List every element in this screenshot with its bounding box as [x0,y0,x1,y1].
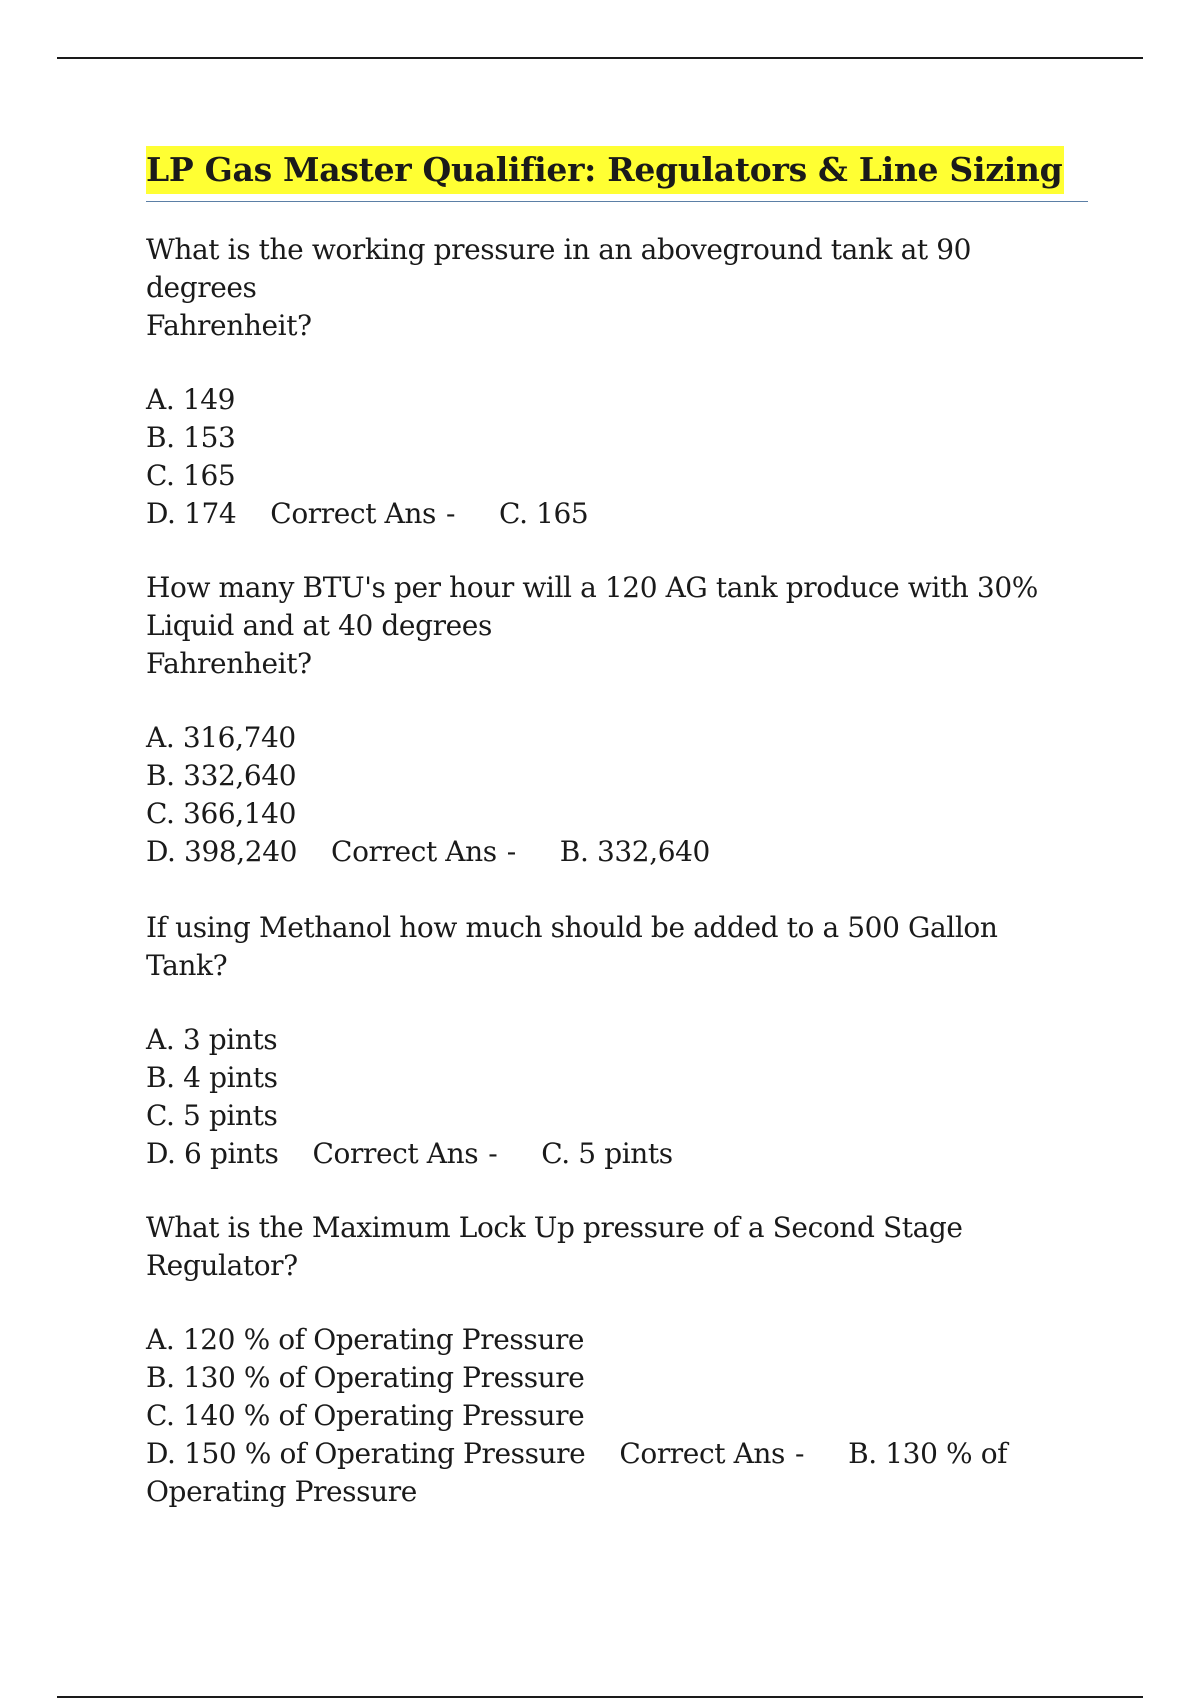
header-rule [57,57,1143,59]
question-2-text: How many BTU's per hour will a 120 AG tank produce with 30% Liquid and at 40 degrees Fahrenheit? [146,571,1038,680]
option-b: B. 153 [146,421,236,454]
question-2-options [146,719,1086,871]
correct-answer: C. 165 [499,497,589,530]
correct-answer: B. 332,640 [559,835,710,868]
answer-label: Correct Ans [331,835,497,868]
document-page [146,146,1086,1511]
option-d-with-answer [146,1435,1086,1473]
answer-dash: - [488,1137,498,1170]
option-b: B. 130 % of Operating Pressure [146,1361,585,1394]
footer-rule [57,1696,1143,1698]
option-a: A. 120 % of Operating Pressure [146,1323,585,1356]
option-d: D. 398,240 [146,835,298,868]
correct-answer-continued: Operating Pressure [146,1475,417,1508]
option-c: C. 165 [146,459,236,492]
option-d: D. 150 % of Operating Pressure [146,1437,586,1470]
question-1-options [146,381,1086,533]
answer-label: Correct Ans [619,1437,786,1470]
correct-answer: B. 130 % of [848,1437,1008,1470]
option-c: C. 140 % of Operating Pressure [146,1399,585,1432]
answer-dash: - [506,835,516,868]
option-d: D. 174 [146,497,237,530]
option-a: A. 3 pints [146,1023,278,1056]
question-3-options [146,1021,1086,1173]
question-4-options [146,1321,1086,1511]
option-b: B. 4 pints [146,1061,278,1094]
question-4-text: What is the Maximum Lock Up pressure of a Second Stage Regulator? [146,1211,963,1282]
option-d-with-answer [146,495,1086,533]
document-title: LP Gas Master Qualifier: Regulators & Line Sizing [146,146,1064,194]
option-a: A. 316,740 [146,721,296,754]
option-c: C. 366,140 [146,797,297,830]
question-3 [146,909,1086,1173]
option-d-with-answer [146,833,1086,871]
option-d-with-answer [146,1135,1086,1173]
answer-dash: - [445,497,456,530]
question-1 [146,231,1086,533]
option-a: A. 149 [146,383,236,416]
answer-label: Correct Ans [312,1137,479,1170]
correct-answer: C. 5 pints [541,1137,673,1170]
question-4 [146,1209,1086,1511]
question-3-text: If using Methanol how much should be added to a 500 Gallon Tank? [146,911,998,982]
question-1-text: What is the working pressure in an aboveground tank at 90 degrees Fahrenheit? [146,233,972,342]
question-2 [146,569,1086,871]
option-c: C. 5 pints [146,1099,278,1132]
answer-dash: - [795,1437,805,1470]
option-b: B. 332,640 [146,759,297,792]
answer-label: Correct Ans [270,497,436,530]
title-underline [146,146,1088,202]
option-d: D. 6 pints [146,1137,279,1170]
